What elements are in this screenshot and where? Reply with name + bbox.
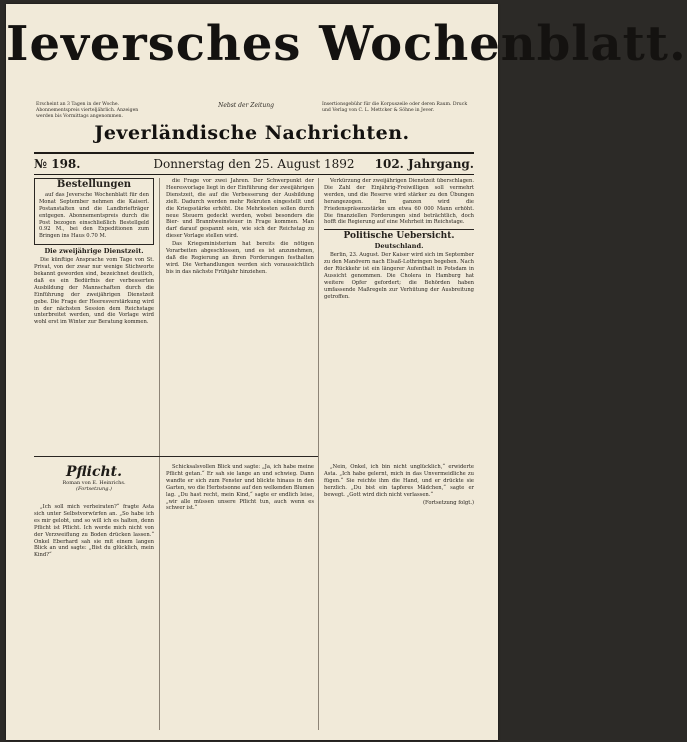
article-text: Die künftige Ansprache vom Tage von St. Privat, von der zwar nur wenige Stichworte bekannt geworden sind, bezeichnet deutlich, daß es ein Bedürfnis der verbesserten Ausbildung der Mannschaften durch die Einführung der zweijährigen Dienstzeit gebe. Die Frage der Heeresverstärkung wird in der nächsten Session dem Reichstage unterbreitet werden, und die Vorlage wird wohl erst im Winter zur Beratung kommen.	[34, 257, 154, 326]
feuilleton-text-3: „Nein, Onkel, ich bin nicht unglücklich,“ erwiderte Asta. „Ich habe gelernt, mich in das Unvermeidliche zu fügen.“ Sie reichte ihm die Hand, und er drückte sie herzlich. „Du bist ein tapferes Mädchen,“ sagte er bewegt. „Gott wird dich nicht verlassen.“	[324, 464, 474, 498]
feuilleton-text: „Ich soll mich verheiraten?“ fragte Asta sich unter Selbstvorwürfen an. „So habe ich es mir gelobt, und so will ich es halten, denn Pflicht ist Pflicht. Ich werde mich nicht von der Verzweiflung zu Boden drücken lassen.“ Onkel Eberhard sah sie mit einem langen Blick an und sagte: „Bist du glücklich, mein Kind?“	[34, 504, 154, 559]
subscription-box	[34, 178, 154, 245]
feuilleton-text-2: Schicksalsvollen Blick und sagte: „Ja, ich habe meine Pflicht getan.“ Er sah sie lange an und schwieg. Dann wandte er sich zum Fenster und blickte hinaus in den Garten, wo die Herbstsonne auf den welkenden Blumen lag. „Du hast recht, mein Kind,“ sagte er endlich leise, „wir alle müssen unsere Pflicht tun, auch wenn es schwer ist.“	[166, 464, 314, 512]
newspaper-page	[6, 4, 687, 740]
feuilleton-author: Roman von E. Heinrichs.	[62, 480, 126, 486]
masthead-supplement-note: Nebst der Zeitung	[218, 102, 274, 109]
article-heading: Die zweijährige Dienstzeit.	[44, 247, 144, 256]
column-2-text-2: Das Kriegsministerium hat bereits die nötigen Vorarbeiten abgeschlossen, und es ist anzunehmen, daß die Regierung an ihren Forderungen festhalten wird. Die Verhandlungen werden sich voraussichtlich bis in das nächste Frühjahr hinziehen.	[166, 241, 314, 275]
feuilleton-title: Pflicht.	[65, 464, 123, 480]
issue-number: № 198.	[34, 157, 81, 171]
column-3-text: Verkürzung der zweijährigen Dienstzeit überschlagen. Die Zahl der Einjährig-Freiwilligen soll vermehrt werden, und die Reserve wird stärker zu den Übungen herangezogen. Im ganzen wird die Friedenspräsenzstärke um etwa 60 000 Mann erhöht. Die finanziellen Forderungen sind beträchtlich, doch hofft die Regierung auf eine Mehrheit im Reichstage.	[324, 178, 474, 226]
column-1	[34, 178, 154, 327]
column-divider	[159, 178, 160, 730]
column-3	[324, 178, 474, 302]
feuilleton-continuation: (Fortsetzung.)	[76, 486, 112, 492]
volume-year: 102. Jahrgang.	[374, 157, 474, 171]
column-2	[166, 178, 314, 277]
newspaper-title: Ieversches Wochenblatt.	[6, 16, 687, 72]
section-rule	[324, 229, 474, 230]
column-divider	[318, 178, 319, 730]
issue-date: Donnerstag den 25. August 1892	[153, 157, 355, 171]
feuilleton-continuation-end: (Fortsetzung folgt.)	[422, 499, 474, 506]
news-text: Berlin, 23. August. Der Kaiser wird sich im September zu den Manövern nach Elsaß-Lothringen begeben. Nach der Rückkehr ist ein längerer Aufenthalt in Potsdam in Aussicht genommen. Die Cholera in Hamburg hat weitere Opfer gefordert; die Behörden haben umfassende Maßregeln zur Verhütung der Ausbreitung getroffen.	[324, 252, 474, 300]
masthead-left-notice: Erscheint an 3 Tagen in der Woche. Abonnementspreis vierteljährlich. Anzeigen werden bis Vormittags angenommen.	[36, 102, 139, 119]
masthead	[6, 4, 687, 98]
subscription-text: auf das Jeversche Wochenblatt für den Monat September nehmen die Kaiserl. Postanstalten und die Landbriefträger entgegen. Abonnementspreis durch die Post bezogen einschließlich Bestellgeld 0.92 M., bei den Expeditionen zum Bringen ins Haus 0.70 M.	[39, 191, 149, 240]
newspaper-subtitle: Jeverländische Nachrichten.	[94, 122, 410, 144]
feuilleton-column-2	[166, 464, 314, 513]
feuilleton-rule	[34, 456, 318, 457]
politics-heading: Politische Uebersicht.	[343, 231, 455, 242]
feuilleton-column-1	[34, 504, 154, 560]
feuilleton-header	[34, 464, 154, 492]
dateline	[34, 152, 474, 175]
masthead-right-notice: Insertionsgebühr für die Korpuszeile oder deren Raum. Druck und Verlag von C. L. Mettcker & Söhne in Jever.	[322, 102, 468, 113]
feuilleton-column-3	[324, 464, 474, 507]
subscription-heading: Bestellungen	[56, 179, 132, 190]
country-heading: Deutschland.	[374, 242, 424, 251]
column-2-text: die Frage vor zwei Jahren. Der Schwerpunkt der Heeresvorlage liegt in der Einführung der zweijährigen Dienstzeit, die auf die Verbesserung der Ausbildung zielt. Dadurch werden mehr Rekruten eingestellt und die Kriegsstärke erhöht. Die Mehrkosten sollen durch neue Steuern gedeckt werden, wobei besonders die Bier- und Branntweinsteuer in Frage kommen. Man darf darauf gespannt sein, wie sich der Reichstag zu dieser Vorlage stellen wird.	[166, 178, 314, 240]
